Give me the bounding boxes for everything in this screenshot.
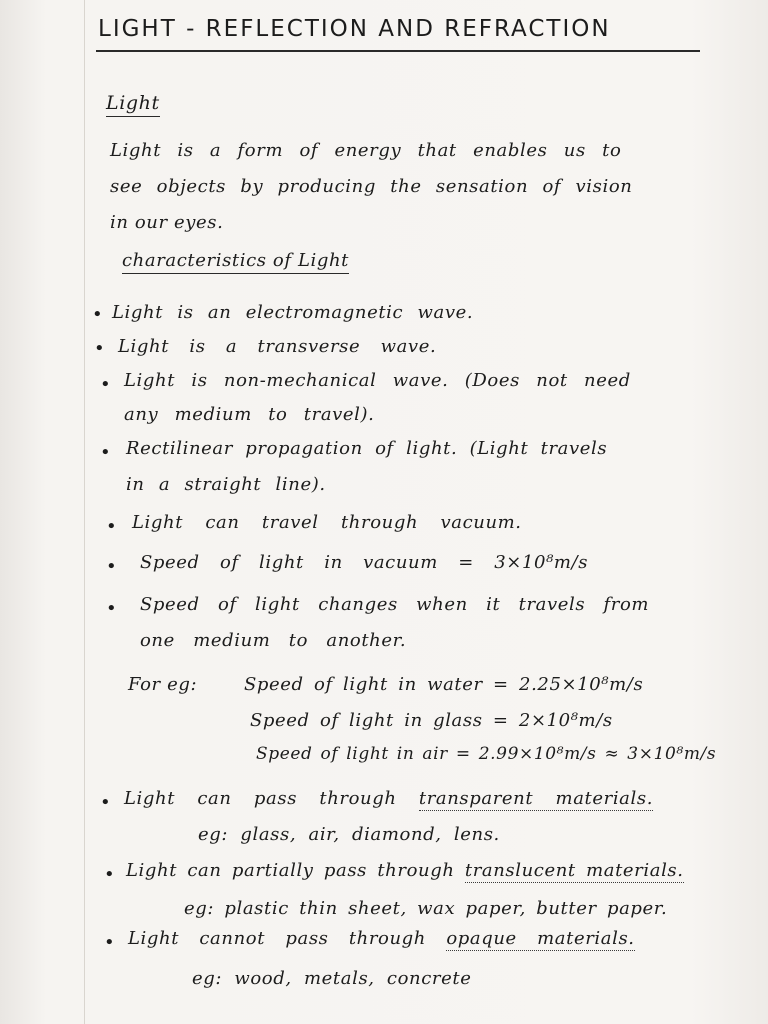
example-label: For eg:	[128, 674, 198, 695]
bullet: •	[100, 792, 111, 813]
characteristic-7-line-2: one medium to another.	[140, 630, 407, 651]
bullet: •	[100, 442, 111, 463]
characteristic-3-line-2: any medium to travel).	[124, 404, 375, 425]
bullet: •	[104, 864, 115, 885]
opaque-prefix: Light cannot pass through	[128, 928, 426, 949]
example-glass: Speed of light in glass = 2×10⁸m/s	[250, 710, 613, 731]
bullet: •	[92, 304, 103, 325]
definition-line-2: see objects by producing the sensation of vision	[110, 176, 633, 197]
bullet: •	[106, 516, 117, 537]
bullet: •	[104, 932, 115, 953]
opaque-line	[128, 928, 635, 949]
translucent-term: translucent materials.	[464, 860, 684, 881]
definition-line-1: Light is a form of energy that enables us to	[110, 140, 622, 161]
transparent-term: transparent materials.	[418, 788, 654, 809]
bullet: •	[100, 374, 111, 395]
translucent-line	[126, 860, 684, 881]
characteristic-2: Light is a transverse wave.	[118, 336, 437, 357]
characteristic-6: Speed of light in vacuum = 3×10⁸m/s	[140, 552, 589, 573]
characteristic-5: Light can travel through vacuum.	[132, 512, 522, 533]
bullet: •	[106, 556, 117, 577]
transparent-line	[124, 788, 653, 809]
bullet: •	[94, 338, 105, 359]
section-heading	[106, 92, 160, 114]
section-heading-text: Light	[106, 92, 160, 117]
characteristics-heading	[122, 250, 349, 271]
translucent-example: eg: plastic thin sheet, wax paper, butter paper.	[184, 898, 668, 919]
characteristic-7-line-1: Speed of light changes when it travels from	[140, 594, 650, 615]
characteristic-4-line-2: in a straight line).	[126, 474, 326, 495]
characteristics-heading-text: characteristics of Light	[122, 250, 349, 274]
opaque-example: eg: wood, metals, concrete	[192, 968, 472, 989]
characteristic-1: Light is an electromagnetic wave.	[112, 302, 474, 323]
transparent-prefix: Light can pass through	[124, 788, 397, 809]
page-title: LIGHT - REFLECTION AND REFRACTION	[98, 16, 611, 42]
definition-line-3: in our eyes.	[110, 212, 224, 233]
bullet: •	[106, 598, 117, 619]
example-water: Speed of light in water = 2.25×10⁸m/s	[244, 674, 644, 695]
title-underline	[96, 50, 700, 52]
characteristic-4-line-1: Rectilinear propagation of light. (Light travels	[126, 438, 608, 459]
margin-line	[84, 0, 85, 1024]
characteristic-3-line-1: Light is non-mechanical wave. (Does not need	[124, 370, 631, 391]
opaque-term: opaque materials.	[446, 928, 635, 949]
translucent-prefix: Light can partially pass through	[126, 860, 455, 881]
transparent-example: eg: glass, air, diamond, lens.	[198, 824, 500, 845]
example-air: Speed of light in air = 2.99×10⁸m/s ≈ 3×10⁸m/s	[256, 744, 717, 764]
